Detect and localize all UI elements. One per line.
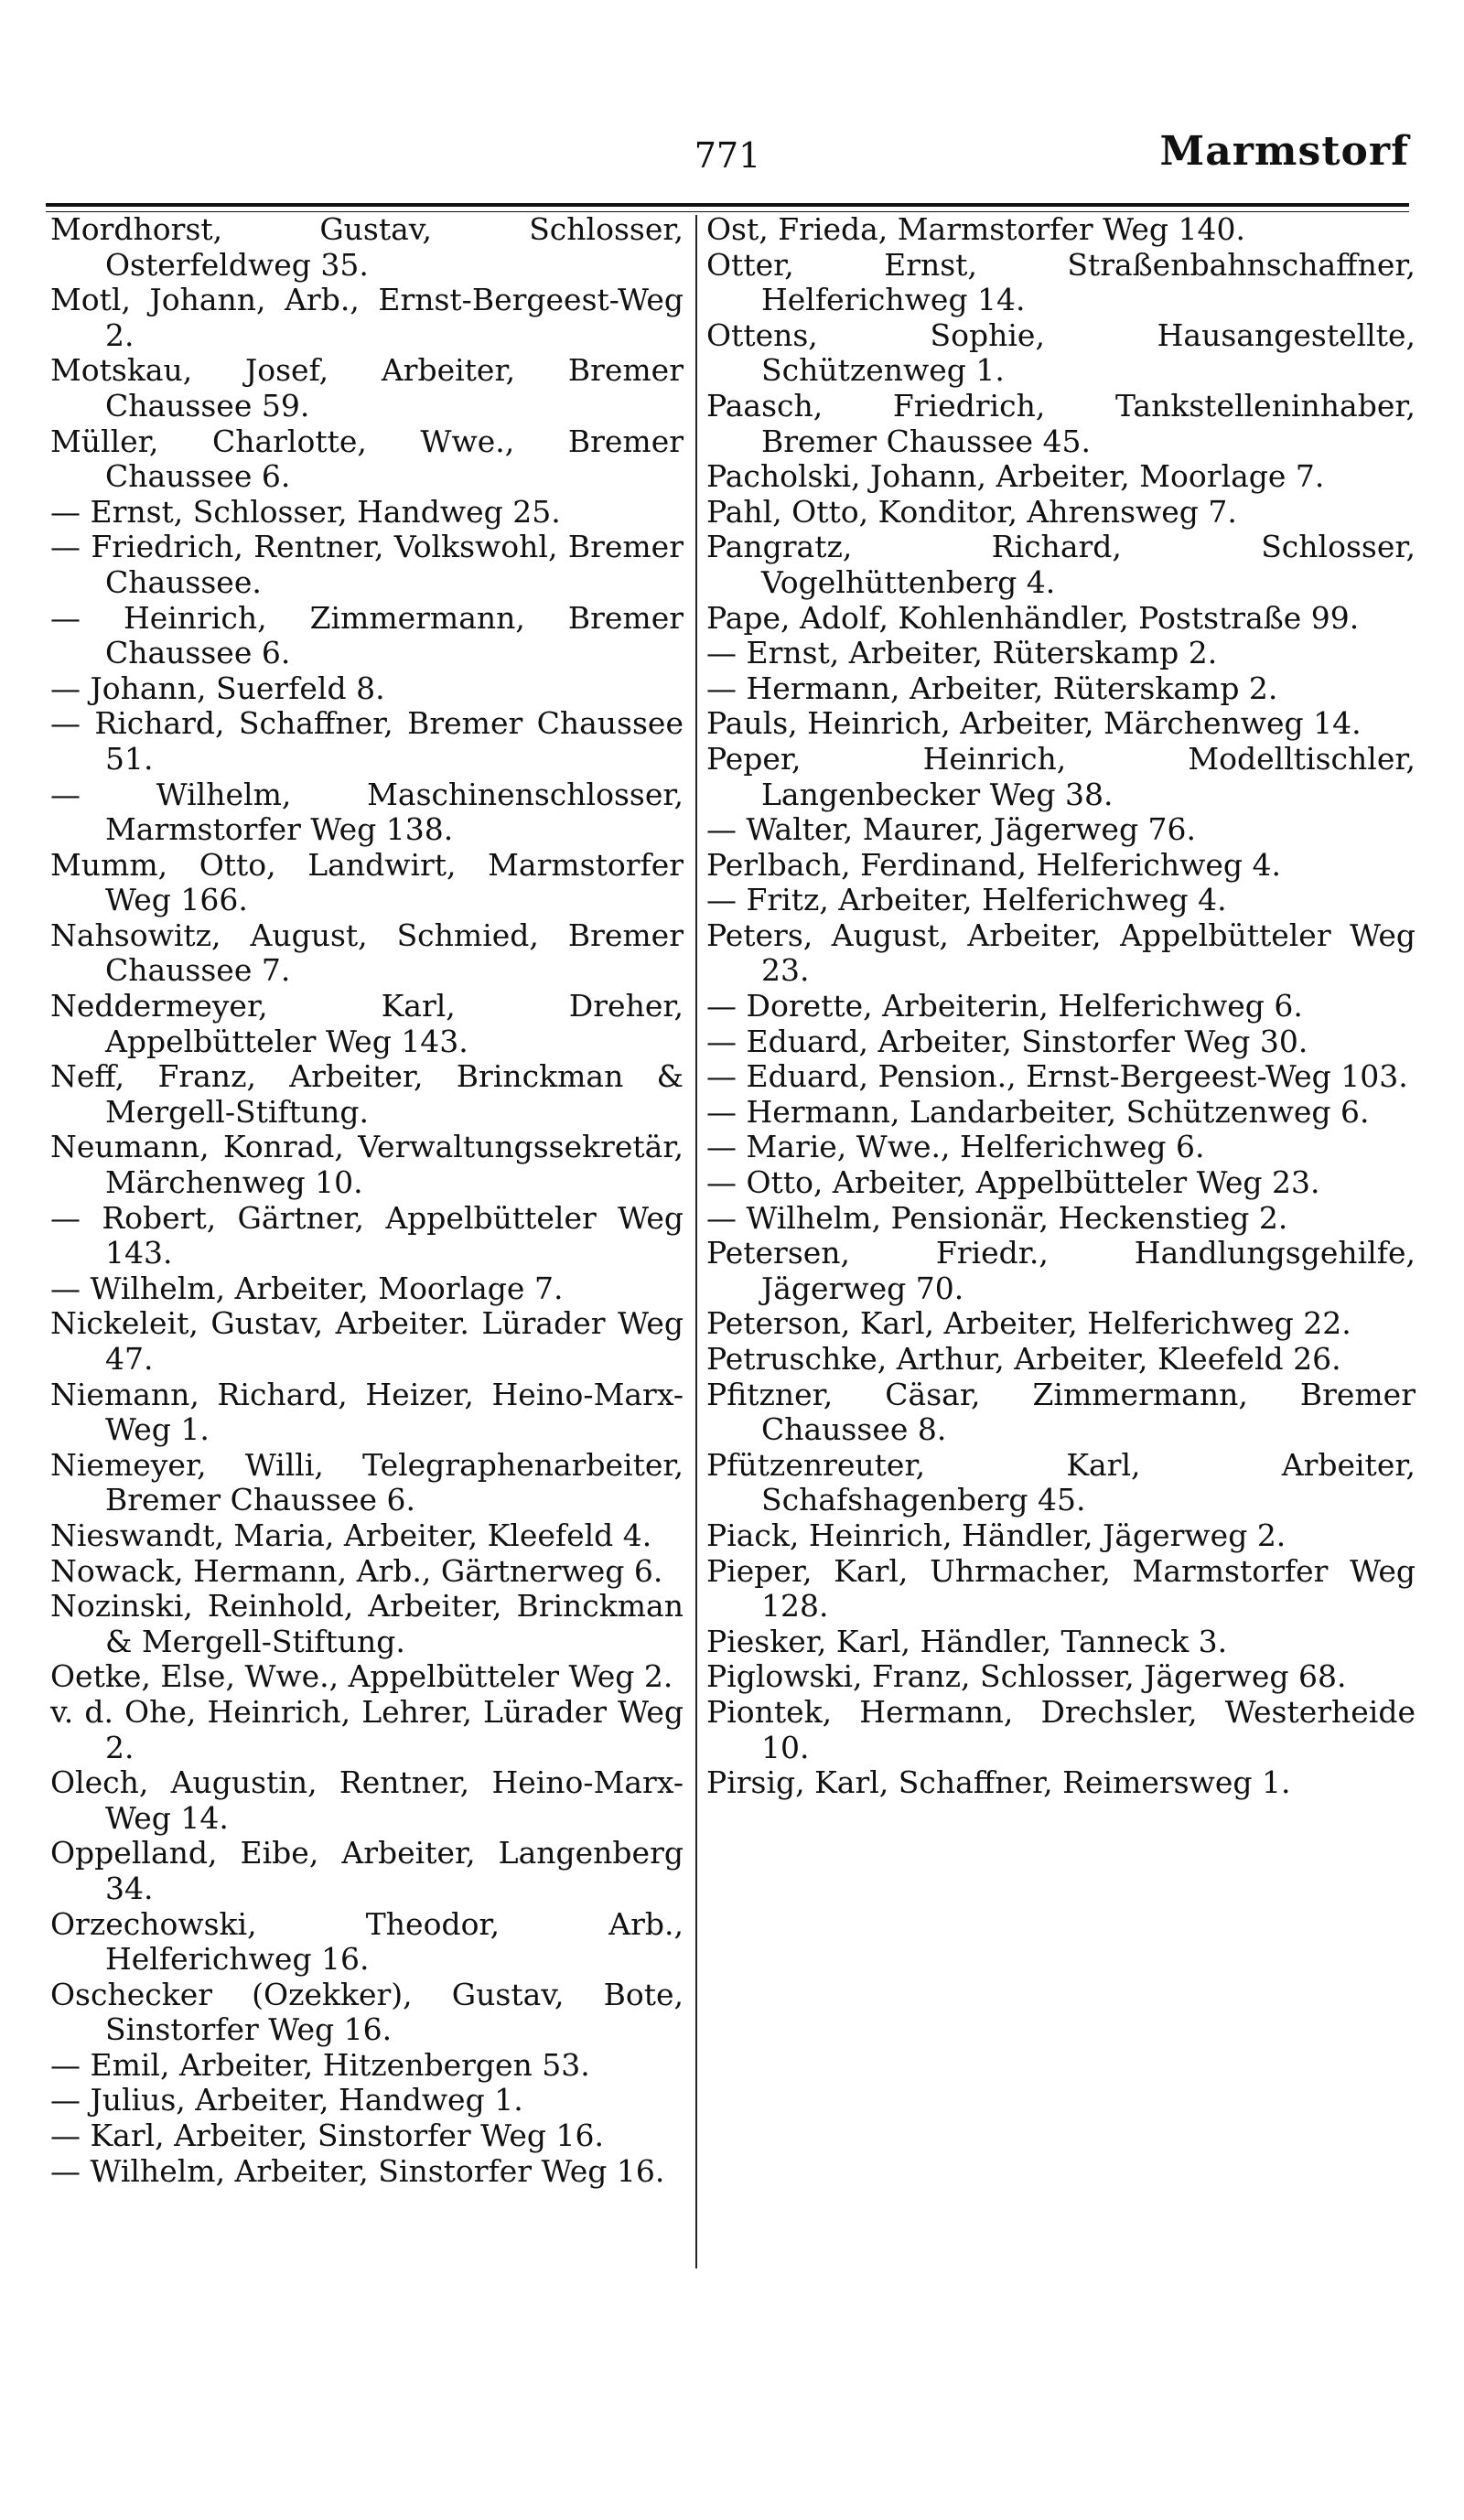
directory-entry: — Emil, Arbeiter, Hitzenbergen 53. [50,2046,590,2083]
directory-entry: — Eduard, Arbeiter, Sinstorfer Weg 30. [706,1023,1308,1059]
directory-entry: Niemann, Richard, Heizer, Heino-Marx-Weg 1. [50,1376,684,1448]
left-column [50,212,684,2189]
directory-entry: Nowack, Hermann, Arb., Gärtnerweg 6. [50,1552,663,1589]
directory-entry: Piontek, Hermann, Drechsler, Westerheide 10. [706,1693,1416,1765]
directory-entry: Nozinski, Reinhold, Arbeiter, Brinckman & Mergell-Stiftung. [50,1588,684,1659]
directory-entry: Müller, Charlotte, Wwe., Bremer Chaussee 6. [50,423,684,495]
directory-entry: — Hermann, Landarbeiter, Schützenweg 6. [706,1093,1370,1130]
directory-entry: Ost, Frieda, Marmstorfer Weg 140. [706,211,1245,247]
directory-entry: Perlbach, Ferdinand, Helferichweg 4. [706,846,1281,883]
directory-entry: Orzechowski, Theodor, Arb., Helferichweg 16. [50,1905,684,1978]
directory-entry: — Marie, Wwe., Helferichweg 6. [706,1129,1205,1165]
directory-entry: Peper, Heinrich, Modelltischler, Langenbecker Weg 38. [706,740,1416,812]
directory-entry: Nahsowitz, August, Schmied, Bremer Chaussee 7. [50,917,684,989]
directory-entry: Motl, Johann, Arb., Ernst-Bergeest-Weg 2. [50,282,684,353]
directory-entry: Peterson, Karl, Arbeiter, Helferichweg 22. [706,1305,1351,1342]
directory-entry: — Karl, Arbeiter, Sinstorfer Weg 16. [50,2118,604,2154]
directory-entry: Mordhorst, Gustav, Schlosser, Osterfeldweg 35. [50,211,684,283]
directory-entry: Paasch, Friedrich, Tankstelleninhaber, Bremer Chaussee 45. [706,387,1416,459]
directory-entry: Nickeleit, Gustav, Arbeiter. Lürader Weg 47. [50,1305,684,1377]
directory-entry: v. d. Ohe, Heinrich, Lehrer, Lürader Weg 2. [50,1693,684,1765]
directory-entry: — Otto, Arbeiter, Appelbütteler Weg 23. [706,1164,1320,1201]
directory-entry: Nieswandt, Maria, Arbeiter, Kleefeld 4. [50,1517,652,1553]
directory-entry: — Walter, Maurer, Jägerweg 76. [706,811,1197,848]
directory-entry: Niemeyer, Willi, Telegraphenarbeiter, Bremer Chaussee 6. [50,1446,684,1518]
directory-entry: Pfitzner, Cäsar, Zimmermann, Bremer Chaussee 8. [706,1376,1416,1448]
directory-entry: — Friedrich, Rentner, Volkswohl, Bremer Chaussee. [50,529,684,600]
directory-entry: Petersen, Friedr., Handlungsgehilfe, Jägerweg 70. [706,1235,1416,1306]
directory-entry: Petruschke, Arthur, Arbeiter, Kleefeld 26. [706,1341,1341,1377]
directory-entry: Otter, Ernst, Straßenbahnschaffner, Helferichweg 14. [706,246,1416,318]
directory-entry: Pacholski, Johann, Arbeiter, Moorlage 7. [706,458,1325,495]
directory-entry: Pieper, Karl, Uhrmacher, Marmstorfer Weg 128. [706,1552,1416,1625]
directory-entry: — Wilhelm, Maschinenschlosser, Marmstorfer Weg 138. [50,776,684,848]
directory-entry: Motskau, Josef, Arbeiter, Bremer Chaussee 59. [50,352,684,424]
directory-entry: Oetke, Else, Wwe., Appelbütteler Weg 2. [50,1658,673,1695]
directory-entry: — Richard, Schaffner, Bremer Chaussee 51. [50,705,684,777]
right-column [706,212,1416,1801]
directory-entry: Neddermeyer, Karl, Dreher, Appelbütteler Weg 143. [50,988,684,1059]
directory-entry: Piesker, Karl, Händler, Tanneck 3. [706,1623,1228,1659]
directory-entry: — Ernst, Schlosser, Handweg 25. [50,493,561,530]
directory-entry: — Wilhelm, Arbeiter, Sinstorfer Weg 16. [50,2152,665,2189]
directory-entry: — Ernst, Arbeiter, Rüterskamp 2. [706,635,1218,671]
directory-entry: Piack, Heinrich, Händler, Jägerweg 2. [706,1517,1286,1553]
directory-entry: Oschecker (Ozekker), Gustav, Bote, Sinstorfer Weg 16. [50,1976,684,2048]
directory-entry: Neff, Franz, Arbeiter, Brinckman & Mergell-Stiftung. [50,1058,684,1130]
directory-entry: Piglowski, Franz, Schlosser, Jägerweg 68. [706,1658,1347,1695]
directory-entry: — Wilhelm, Pensionär, Heckenstieg 2. [706,1199,1288,1236]
directory-entry: Pangratz, Richard, Schlosser, Vogelhüttenberg 4. [706,529,1416,600]
directory-entry: — Heinrich, Zimmermann, Bremer Chaussee 6. [50,599,684,671]
directory-entry: — Fritz, Arbeiter, Helferichweg 4. [706,882,1227,918]
directory-entry: Ottens, Sophie, Hausangestellte, Schützenweg 1. [706,316,1416,389]
directory-entry: — Wilhelm, Arbeiter, Moorlage 7. [50,1270,564,1306]
column-divider [695,215,697,2268]
directory-entry: Neumann, Konrad, Verwaltungssekretär, Märchenweg 10. [50,1129,684,1201]
page-header [46,128,1409,183]
page-number: 771 [694,135,761,176]
directory-entry: Mumm, Otto, Landwirt, Marmstorfer Weg 166. [50,846,684,918]
directory-entry: Olech, Augustin, Rentner, Heino-Marx-Weg 14. [50,1764,684,1836]
directory-entry: Pahl, Otto, Konditor, Ahrensweg 7. [706,493,1237,530]
directory-entry: — Eduard, Pension., Ernst-Bergeest-Weg 103. [706,1058,1408,1095]
directory-entry: Pirsig, Karl, Schaffner, Reimersweg 1. [706,1764,1291,1801]
directory-entry: Pape, Adolf, Kohlenhändler, Poststraße 99. [706,599,1360,636]
directory-entry: Oppelland, Eibe, Arbeiter, Langenberg 34. [50,1835,684,1906]
header-rule-thick [46,203,1409,207]
directory-entry: Pauls, Heinrich, Arbeiter, Märchenweg 14. [706,705,1362,742]
directory-entry: — Julius, Arbeiter, Handweg 1. [50,2082,523,2118]
running-head: Marmstorf [1159,128,1409,175]
directory-entry: — Robert, Gärtner, Appelbütteler Weg 143. [50,1199,684,1271]
directory-entry: — Hermann, Arbeiter, Rüterskamp 2. [706,670,1278,706]
directory-entry: Pfützenreuter, Karl, Arbeiter, Schafshagenberg 45. [706,1446,1416,1518]
directory-entry: — Dorette, Arbeiterin, Helferichweg 6. [706,988,1303,1024]
directory-entry: — Johann, Suerfeld 8. [50,670,385,706]
directory-entry: Peters, August, Arbeiter, Appelbütteler Weg 23. [706,917,1416,989]
